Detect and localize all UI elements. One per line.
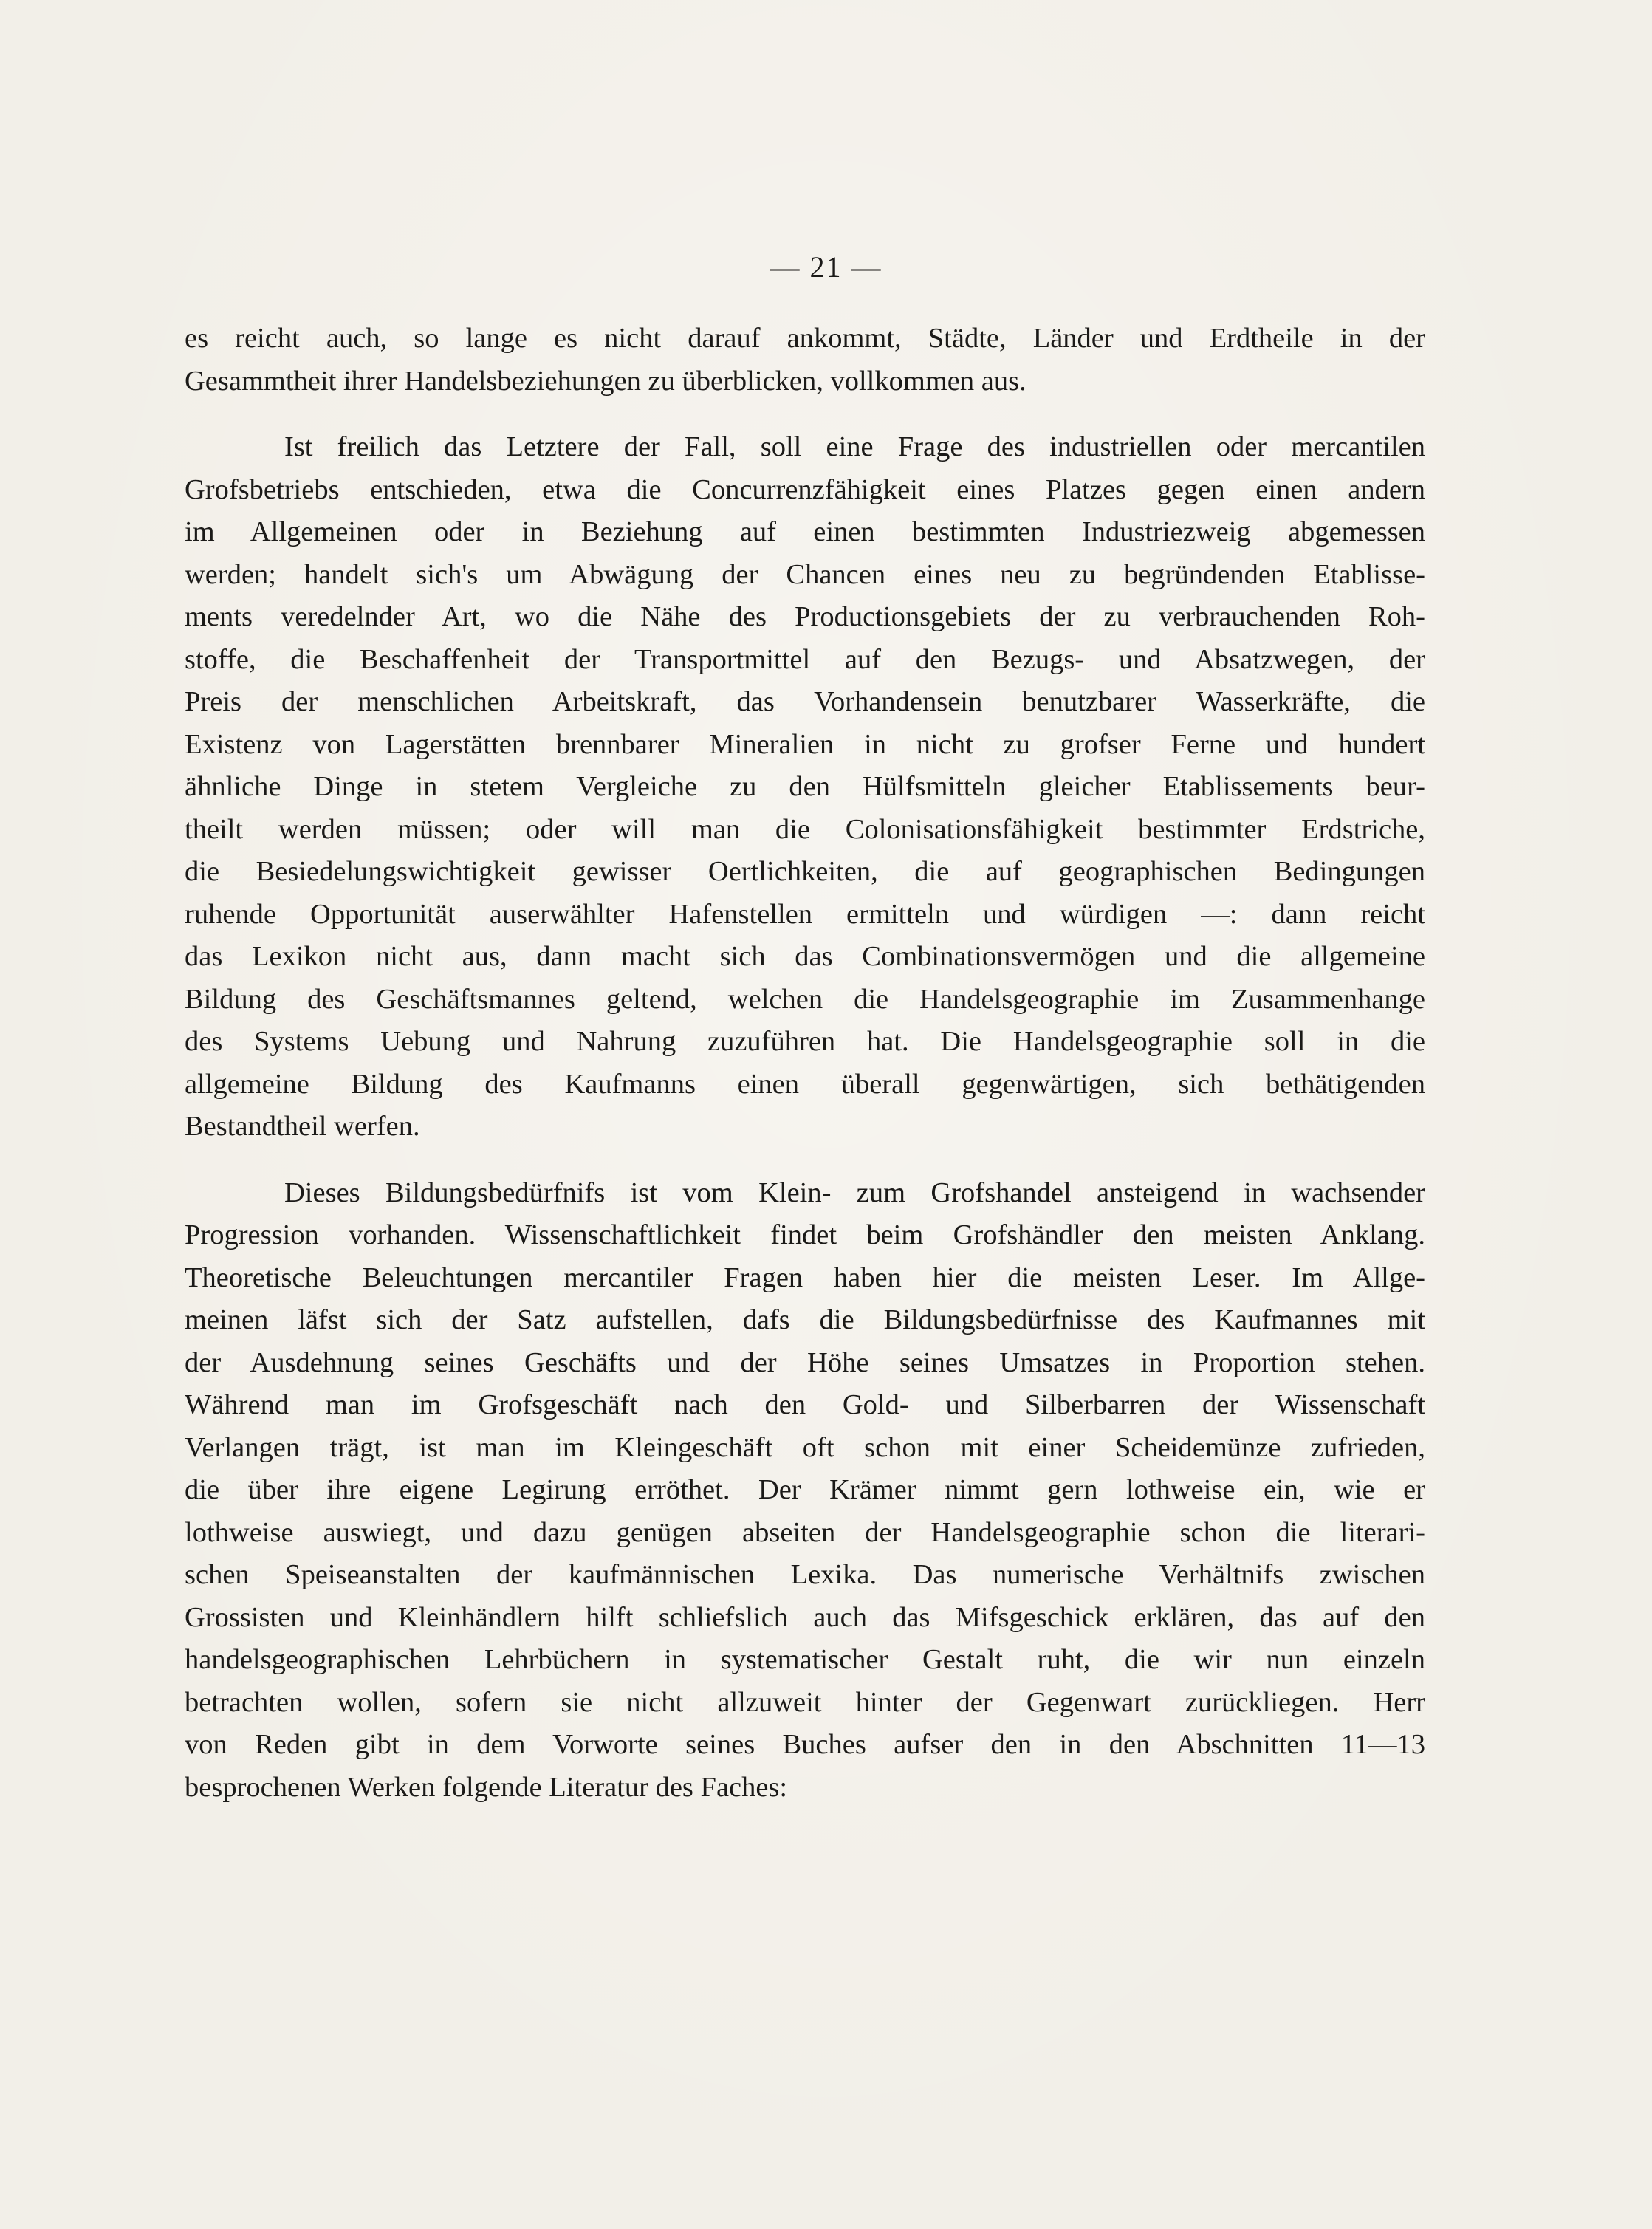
text-line: Dieses Bildungsbedürfnifs ist vom Klein- zum Grofshandel ansteigend in wachsender [284,1177,1425,1208]
text-line: die Besiedelungswichtigkeit gewisser Oertlichkeiten, die auf geographischen Bedingungen [185,856,1425,887]
text-line: im Allgemeinen oder in Beziehung auf einen bestimmten Industriezweig abgemessen [185,516,1425,547]
text-line: von Reden gibt in dem Vorworte seines Buches aufser den in den Abschnitten 11—13 [185,1729,1425,1760]
paragraph-continuation [185,318,1425,403]
text-line: meinen läfst sich der Satz aufstellen, dafs die Bildungsbedürfnisse des Kaufmannes mit [185,1304,1425,1335]
text-line: Bestandtheil werfen. [185,1111,420,1142]
text-line: Existenz von Lagerstätten brennbarer Mineralien in nicht zu grofser Ferne und hundert [185,728,1425,760]
text-line: Preis der menschlichen Arbeitskraft, das Vorhandensein benutzbarer Wasserkräfte, die [185,686,1425,717]
text-line: das Lexikon nicht aus, dann macht sich das Combinationsvermögen und die allgemeine [185,941,1425,972]
page-number: — 21 — [770,250,882,284]
text-line: ments veredelnder Art, wo die Nähe des Productionsgebiets der zu verbrauchenden Roh- [185,601,1425,632]
text-line: des Systems Uebung und Nahrung zuzuführen hat. Die Handelsgeographie soll in die [185,1026,1425,1057]
text-line: allgemeine Bildung des Kaufmanns einen überall gegenwärtigen, sich bethätigenden [185,1068,1425,1100]
text-line: Gesammtheit ihrer Handelsbeziehungen zu überblicken, vollkommen aus. [185,365,1026,397]
text-line: Ist freilich das Letztere der Fall, soll eine Frage des industriellen oder mercantilen [284,431,1425,462]
paragraph-education-needs [185,1172,1425,1809]
text-line: Grofsbetriebs entschieden, etwa die Concurrenzfähigkeit eines Platzes gegen einen andern [185,473,1425,505]
text-line: besprochenen Werken folgende Literatur des Faches: [185,1771,788,1803]
text-line: schen Speiseanstalten der kaufmännischen Lexika. Das numerische Verhältnifs zwischen [185,1559,1425,1590]
text-line: lothweise auswiegt, und dazu genügen abseiten der Handelsgeographie schon die literari- [185,1516,1425,1548]
text-line: handelsgeographischen Lehrbüchern in systematischer Gestalt ruht, die wir nun einzeln [185,1644,1425,1675]
text-line: Grossisten und Kleinhändlern hilft schliefslich auch das Mifsgeschick erklären, das auf den [185,1601,1425,1633]
paragraph-commercial-geography [185,426,1425,1148]
text-line: werden; handelt sich's um Abwägung der Chancen eines neu zu begründenden Etablisse- [185,558,1425,590]
text-line: Während man im Grofsgeschäft nach den Gold- und Silberbarren der Wissenschaft [185,1389,1425,1420]
text-line: es reicht auch, so lange es nicht darauf ankommt, Städte, Länder und Erdtheile in der [185,323,1425,354]
text-line: theilt werden müssen; oder will man die Colonisationsfähigkeit bestimmter Erdstriche, [185,813,1425,845]
text-line: betrachten wollen, sofern sie nicht allzuweit hinter der Gegenwart zurückliegen. Herr [185,1686,1425,1718]
body-text [185,318,1425,1809]
text-line: ruhende Opportunität auserwählter Hafenstellen ermitteln und würdigen —: dann reicht [185,898,1425,930]
text-line: der Ausdehnung seines Geschäfts und der Höhe seines Umsatzes in Proportion stehen. [185,1346,1425,1378]
text-line: Bildung des Geschäftsmannes geltend, welchen die Handelsgeographie im Zusammenhange [185,983,1425,1015]
text-line: ähnliche Dinge in stetem Vergleiche zu den Hülfsmitteln gleicher Etablissements beur- [185,771,1425,802]
text-line: Theoretische Beleuchtungen mercantiler Fragen haben hier die meisten Leser. Im Allge- [185,1261,1425,1293]
text-line: Progression vorhanden. Wissenschaftlichkeit findet beim Grofshändler den meisten Anklang. [185,1219,1425,1250]
text-line: stoffe, die Beschaffenheit der Transportmittel auf den Bezugs- und Absatzwegen, der [185,643,1425,675]
text-line: Verlangen trägt, ist man im Kleingeschäft oft schon mit einer Scheidemünze zufrieden, [185,1431,1425,1463]
text-line: die über ihre eigene Legirung erröthet. Der Krämer nimmt gern lothweise ein, wie er [185,1474,1425,1505]
